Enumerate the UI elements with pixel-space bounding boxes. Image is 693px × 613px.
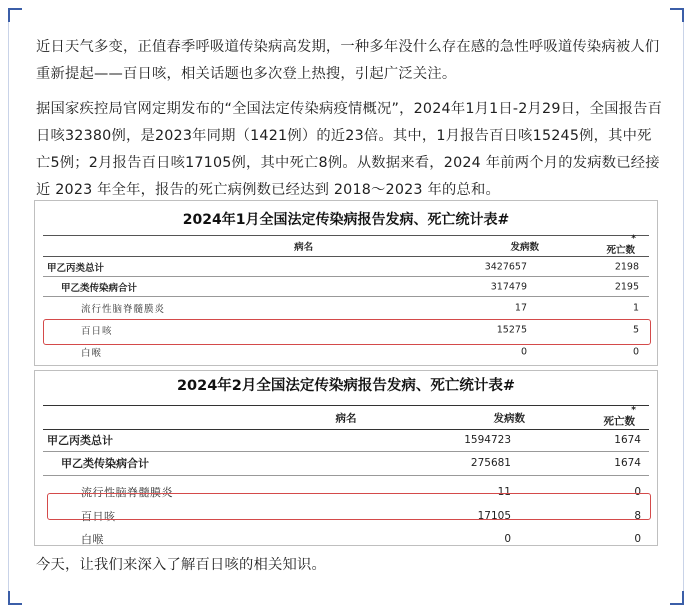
row-deaths: 8 — [634, 510, 641, 522]
stats-paragraph: 据国家疾控局官网定期发布的“全国法定传染病疫情概况”，2024年1月1日-2月29日，全国报告百日咳32380例，是2023年同期（1421例）的近23倍。其中，1月报告百日咳15245例，其中死亡5例；2月报告百日咳17105例，其中死亡8例。从数据来看，2024 年前两个月的发病数已经接近 2023 年全年，报告的死亡病例数已经达到 2018～2023 年的总和。 — [36, 101, 663, 198]
row-deaths: 1674 — [614, 457, 641, 469]
table-title: 2024年2月全国法定传染病报告发病、死亡统计表# — [176, 378, 516, 394]
frame-edge-left — [8, 22, 9, 591]
row-name: 流行性脑脊髓膜炎 — [81, 304, 166, 315]
row-deaths: 0 — [634, 533, 641, 545]
row-deaths: 0 — [632, 346, 639, 358]
frame-corner-top-left — [8, 8, 22, 22]
frame-corner-top-right — [670, 8, 684, 22]
row-name: 白喉 — [81, 533, 104, 546]
row-deaths: 5 — [632, 324, 639, 336]
frame-corner-bottom-left — [8, 591, 22, 605]
frame-edge-right — [683, 22, 684, 591]
row-cases: 0 — [520, 346, 527, 358]
table-header-row — [43, 235, 649, 257]
january-stats-table — [34, 200, 658, 366]
row-cases: 17105 — [477, 510, 511, 522]
table-grid — [43, 405, 649, 551]
row-name: 百日咳 — [81, 510, 116, 523]
table-row — [43, 528, 649, 551]
row-name: 流行性脑脊髓膜炎 — [81, 486, 173, 499]
row-name: 甲乙丙类总计 — [47, 262, 105, 274]
row-deaths: 1674 — [614, 434, 641, 447]
table-row — [43, 297, 649, 319]
table-title: 2024年1月全国法定传染病报告发病、死亡统计表# — [182, 212, 510, 228]
table-row — [43, 430, 649, 452]
february-stats-table — [34, 370, 658, 546]
table-row — [43, 257, 649, 277]
header-deaths: 死亡数 * — [606, 234, 636, 256]
row-name: 百日咳 — [81, 326, 113, 337]
row-cases: 11 — [497, 486, 511, 498]
closing-paragraph: 今天，让我们来深入了解百日咳的相关知识。 — [36, 557, 326, 573]
row-name: 甲乙类传染病合计 — [61, 457, 149, 470]
table-row — [43, 277, 649, 297]
footnote-star: * — [631, 405, 636, 416]
row-name: 甲乙丙类总计 — [47, 434, 113, 448]
row-deaths: 1 — [632, 302, 639, 314]
row-deaths: 2195 — [614, 281, 639, 292]
table-header-row — [43, 405, 649, 430]
pertussis-highlight-box — [43, 319, 651, 345]
frame-corner-bottom-right — [670, 591, 684, 605]
row-cases: 17 — [514, 302, 527, 314]
header-cases: 发病数 — [510, 242, 539, 253]
row-cases: 317479 — [490, 281, 527, 292]
row-name: 白喉 — [81, 348, 103, 359]
row-cases: 3427657 — [484, 261, 527, 272]
row-cases: 15275 — [496, 324, 527, 336]
row-cases: 275681 — [470, 457, 511, 469]
table-row — [43, 452, 649, 476]
pertussis-highlight-box — [47, 493, 651, 520]
row-name: 甲乙类传染病合计 — [61, 282, 138, 294]
row-deaths: 2198 — [614, 261, 639, 272]
footnote-star: * — [631, 234, 636, 244]
row-cases: 1594723 — [464, 434, 511, 447]
header-cases: 发病数 — [493, 412, 525, 424]
row-deaths: 0 — [634, 486, 641, 498]
header-deaths: 死亡数 * — [603, 405, 636, 428]
row-cases: 0 — [504, 533, 511, 545]
header-disease-name: 病名 — [335, 412, 357, 424]
intro-paragraph: 近日天气多变，正值春季呼吸道传染病高发期，一种多年没什么存在感的急性呼吸道传染病被人们重新提起——百日咳，相关话题也多次登上热搜，引起广泛关注。 — [36, 39, 660, 82]
header-disease-name: 病名 — [294, 242, 314, 253]
